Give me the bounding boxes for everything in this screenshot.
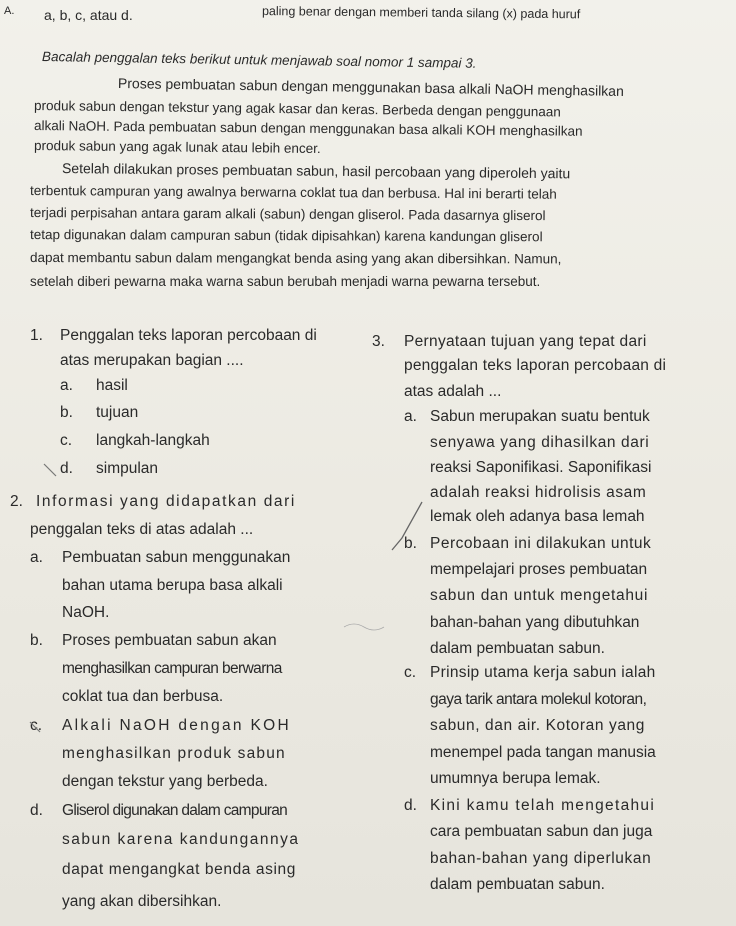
option-text[interactable]: sabun dan untuk mengetahui	[430, 587, 649, 604]
option-text[interactable]: bahan utama berupa basa alkali	[62, 577, 283, 594]
option-letter[interactable]: c.	[30, 717, 43, 734]
passage-line: produk sabun yang agak lunak atau lebih encer.	[33, 138, 321, 157]
option-letter[interactable]: b.	[30, 632, 43, 649]
option-letter[interactable]: c.	[60, 432, 73, 449]
option-text[interactable]: hasil	[96, 377, 128, 394]
option-text[interactable]: mempelajari proses pembuatan	[430, 561, 648, 578]
option-text[interactable]: menghasilkan campuran berwarna	[62, 660, 282, 677]
question-number: 1.	[30, 327, 43, 344]
instruction-text: paling benar dengan memberi tanda silang (x) pada huruf	[261, 4, 581, 22]
question-stem: Pernyataan tujuan yang tepat dari	[404, 333, 647, 350]
question-stem: atas merupakan bagian ....	[60, 352, 244, 369]
question-number: 2.	[10, 493, 23, 510]
option-text[interactable]: dalam pembuatan sabun.	[430, 640, 605, 657]
option-text[interactable]: Kini kamu telah mengetahui	[430, 797, 656, 814]
question-number: 3.	[372, 333, 385, 350]
passage-line: terbentuk campuran yang awalnya berwarna coklat tua dan berbusa. Hal ini berarti telah	[29, 183, 557, 202]
option-text[interactable]: yang akan dibersihkan.	[62, 893, 222, 910]
passage-line: produk sabun dengan tekstur yang agak kasar dan keras. Berbeda dengan penggunaan	[33, 98, 561, 120]
option-text[interactable]: langkah-langkah	[96, 432, 210, 449]
option-text[interactable]: simpulan	[96, 460, 159, 477]
option-text[interactable]: dapat mengangkat benda asing	[62, 861, 296, 878]
question-stem: penggalan teks laporan percobaan di	[404, 357, 667, 374]
option-text[interactable]: Alkali NaOH dengan KOH	[62, 717, 291, 734]
option-text[interactable]: sabun karena kandungannya	[62, 831, 300, 848]
option-letter[interactable]: c.	[404, 664, 417, 681]
option-text[interactable]: adalah reaksi hidrolisis asam	[430, 484, 647, 501]
pencil-check-mark	[44, 464, 56, 476]
option-text[interactable]: Sabun merupakan suatu bentuk	[430, 408, 650, 425]
option-text[interactable]: coklat tua dan berbusa.	[62, 688, 224, 705]
option-letter[interactable]: d.	[404, 797, 417, 814]
options-hint: a, b, c, atau d.	[44, 7, 133, 23]
option-letter[interactable]: a.	[30, 549, 43, 566]
option-letter[interactable]: a.	[60, 377, 73, 394]
option-text[interactable]: Gliserol digunakan dalam campuran	[62, 802, 288, 819]
option-text[interactable]: reaksi Saponifikasi. Saponifikasi	[430, 459, 652, 476]
option-text[interactable]: Percobaan ini dilakukan untuk	[430, 535, 652, 552]
reading-instruction: Bacalah penggalan teks berikut untuk menjawab soal nomor 1 sampai 3.	[41, 49, 477, 71]
passage-line: terjadi perpisahan antara garam alkali (sabun) dengan gliserol. Pada dasarnya gliserol	[29, 205, 546, 224]
option-text[interactable]: cara pembuatan sabun dan juga	[430, 823, 653, 840]
option-text[interactable]: menempel pada tangan manusia	[430, 744, 656, 761]
option-text[interactable]: tujuan	[96, 404, 139, 421]
question-stem: atas adalah ...	[404, 383, 502, 400]
passage-line: Proses pembuatan sabun dengan menggunakan basa alkali NaOH menghasilkan	[117, 75, 624, 99]
option-text[interactable]: Pembuatan sabun menggunakan	[62, 549, 291, 566]
option-text[interactable]: NaOH.	[62, 604, 110, 621]
option-letter[interactable]: b.	[404, 535, 417, 552]
option-text[interactable]: bahan-bahan yang dibutuhkan	[430, 614, 640, 631]
passage-line: dapat membantu sabun dalam mengangkat benda asing yang akan dibersihkan. Namun,	[29, 250, 562, 267]
option-text[interactable]: sabun, dan air. Kotoran yang	[430, 717, 645, 734]
passage-line: setelah diberi pewarna maka warna sabun berubah menjadi warna pewarna tersebut.	[30, 274, 541, 289]
passage-line: tetap digunakan dalam campuran sabun (tidak dipisahkan) karena kandungan gliserol	[29, 227, 543, 245]
option-text[interactable]: gaya tarik antara molekul kotoran,	[430, 691, 647, 708]
option-text[interactable]: umumnya berupa lemak.	[430, 770, 601, 787]
option-text[interactable]: Proses pembuatan sabun akan	[62, 632, 277, 649]
option-letter[interactable]: d.	[60, 460, 73, 477]
passage-line: Setelah dilakukan proses pembuatan sabun, hasil percobaan yang diperoleh yaitu	[61, 160, 571, 182]
option-text[interactable]: dengan tekstur yang berbeda.	[62, 773, 268, 790]
option-letter[interactable]: a.	[404, 408, 417, 425]
question-stem: Informasi yang didapatkan dari	[36, 493, 296, 510]
option-text[interactable]: lemak oleh adanya basa lemah	[430, 508, 645, 525]
passage-line: alkali NaOH. Pada pembuatan sabun dengan menggunakan basa alkali KOH menghasilkan	[33, 118, 583, 139]
option-text[interactable]: Prinsip utama kerja sabun ialah	[430, 664, 656, 681]
section-letter: A.	[4, 5, 15, 17]
option-letter[interactable]: d.	[30, 802, 43, 819]
question-stem: Penggalan teks laporan percobaan di	[60, 327, 317, 344]
option-letter[interactable]: b.	[60, 404, 73, 421]
option-text[interactable]: menghasilkan produk sabun	[62, 745, 286, 762]
option-text[interactable]: dalam pembuatan sabun.	[430, 876, 605, 893]
pencil-scribble	[344, 624, 384, 630]
question-stem: penggalan teks di atas adalah ...	[30, 521, 254, 538]
option-text[interactable]: senyawa yang dihasilkan dari	[430, 434, 650, 451]
option-text[interactable]: bahan-bahan yang diperlukan	[430, 850, 652, 867]
